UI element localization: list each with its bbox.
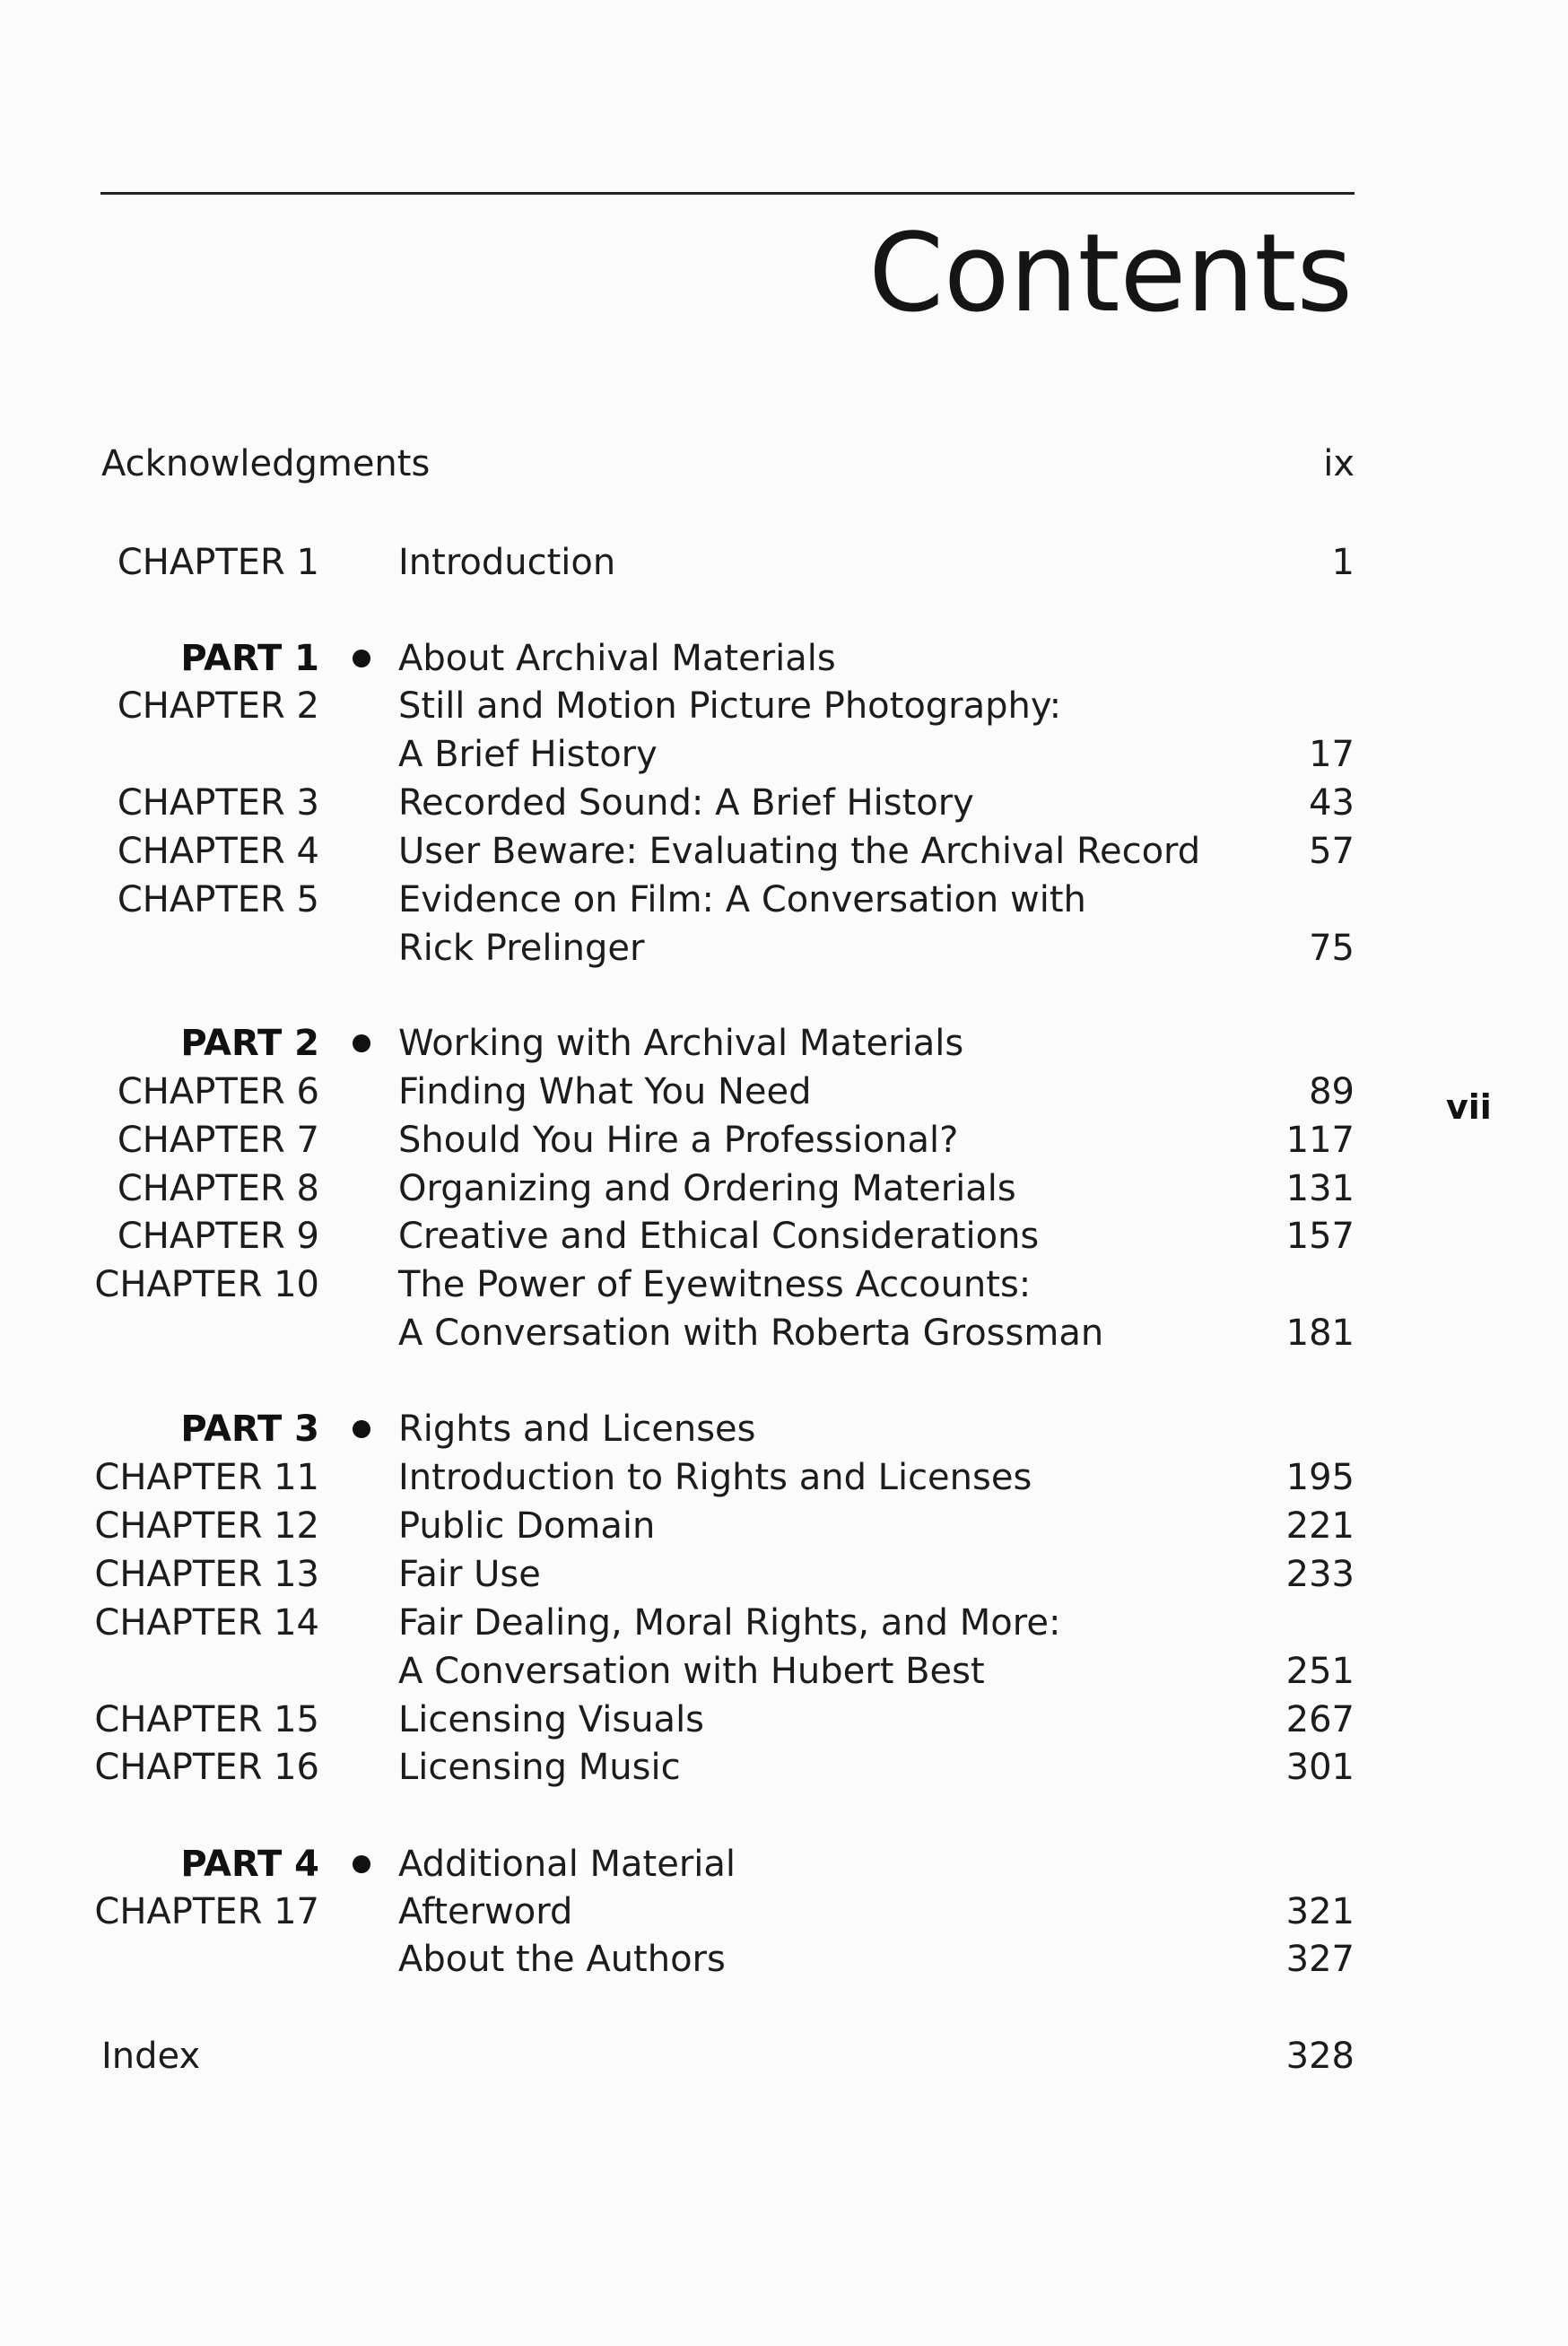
chapter-title: Still and Motion Picture Photography: [398,685,1062,727]
chapter-title: Afterword [398,1891,573,1932]
entry-page: 57 [1309,831,1355,872]
chapter-title-cont: A Conversation with Hubert Best [398,1651,985,1692]
entry-page: 43 [1309,782,1355,824]
bullet-icon [353,1855,370,1873]
part-label: PART 4 [180,1844,319,1885]
title-rule [100,192,1355,195]
chapter-title: Organizing and Ordering Materials [398,1168,1016,1209]
chapter-title: Fair Dealing, Moral Rights, and More: [398,1602,1061,1644]
chapter-label: CHAPTER 14 [94,1602,319,1644]
entry-page: 1 [1331,542,1355,583]
entry-page: 233 [1285,1554,1355,1595]
part-title: About Archival Materials [398,638,836,679]
entry-page: 17 [1309,734,1355,775]
chapter-title: Licensing Visuals [398,1699,705,1740]
chapter-label: CHAPTER 17 [94,1891,319,1932]
chapter-title: Creative and Ethical Considerations [398,1216,1040,1257]
chapter-title: Licensing Music [398,1747,681,1788]
entry-page: 251 [1285,1651,1355,1692]
chapter-label: CHAPTER 16 [94,1747,319,1788]
chapter-title: The Power of Eyewitness Accounts: [398,1264,1032,1305]
part-label: PART 1 [180,638,319,679]
chapter-title: Evidence on Film: A Conversation with [398,879,1086,920]
chapter-title: Should You Hire a Professional? [398,1120,959,1161]
chapter-title: Introduction [398,542,616,583]
chapter-title: Introduction to Rights and Licenses [398,1457,1032,1498]
chapter-label: CHAPTER 13 [94,1554,319,1595]
chapter-label: CHAPTER 15 [94,1699,319,1740]
entry-page: 321 [1285,1891,1355,1932]
part-label: PART 2 [180,1023,319,1064]
bullet-icon [353,1420,370,1438]
chapter-label: CHAPTER 1 [117,542,319,583]
entry-page: 267 [1285,1699,1355,1740]
chapter-label: CHAPTER 7 [117,1120,319,1161]
bullet-icon [353,1034,370,1052]
chapter-title-cont: Rick Prelinger [398,928,645,969]
entry-page: 131 [1285,1168,1355,1209]
chapter-label: CHAPTER 10 [94,1264,319,1305]
entry-page: 195 [1285,1457,1355,1498]
entry-page: 181 [1285,1313,1355,1354]
chapter-label: CHAPTER 11 [94,1457,319,1498]
page-number: vii [1446,1087,1492,1127]
entry-page: 89 [1309,1071,1355,1112]
part-title: Working with Archival Materials [398,1023,964,1064]
entry-page: 301 [1285,1747,1355,1788]
part-title: Rights and Licenses [398,1408,756,1450]
chapter-label: CHAPTER 3 [117,782,319,824]
entry-page: 75 [1309,928,1355,969]
chapter-label: CHAPTER 2 [117,685,319,727]
chapter-title: Recorded Sound: A Brief History [398,782,974,824]
entry-page: 117 [1285,1120,1355,1161]
entry-title: Acknowledgments [101,443,431,484]
entry-title: About the Authors [398,1939,726,1980]
entry-page: ix [1323,443,1355,484]
chapter-title: Finding What You Need [398,1071,812,1112]
page-title: Contents [868,212,1353,336]
part-title: Additional Material [398,1844,736,1885]
chapter-label: CHAPTER 8 [117,1168,319,1209]
chapter-title: User Beware: Evaluating the Archival Record [398,831,1201,872]
chapter-label: CHAPTER 4 [117,831,319,872]
entry-page: 157 [1285,1216,1355,1257]
chapter-title: Fair Use [398,1554,541,1595]
chapter-title-cont: A Conversation with Roberta Grossman [398,1313,1104,1354]
chapter-title: Public Domain [398,1505,656,1547]
bullet-icon [353,650,370,667]
entry-title: Index [101,2036,201,2077]
entry-page: 327 [1285,1939,1355,1980]
part-label: PART 3 [180,1408,319,1450]
chapter-label: CHAPTER 12 [94,1505,319,1547]
chapter-label: CHAPTER 5 [117,879,319,920]
chapter-label: CHAPTER 9 [117,1216,319,1257]
entry-page: 221 [1285,1505,1355,1547]
chapter-title-cont: A Brief History [398,734,658,775]
entry-page: 328 [1285,2036,1355,2077]
chapter-label: CHAPTER 6 [117,1071,319,1112]
